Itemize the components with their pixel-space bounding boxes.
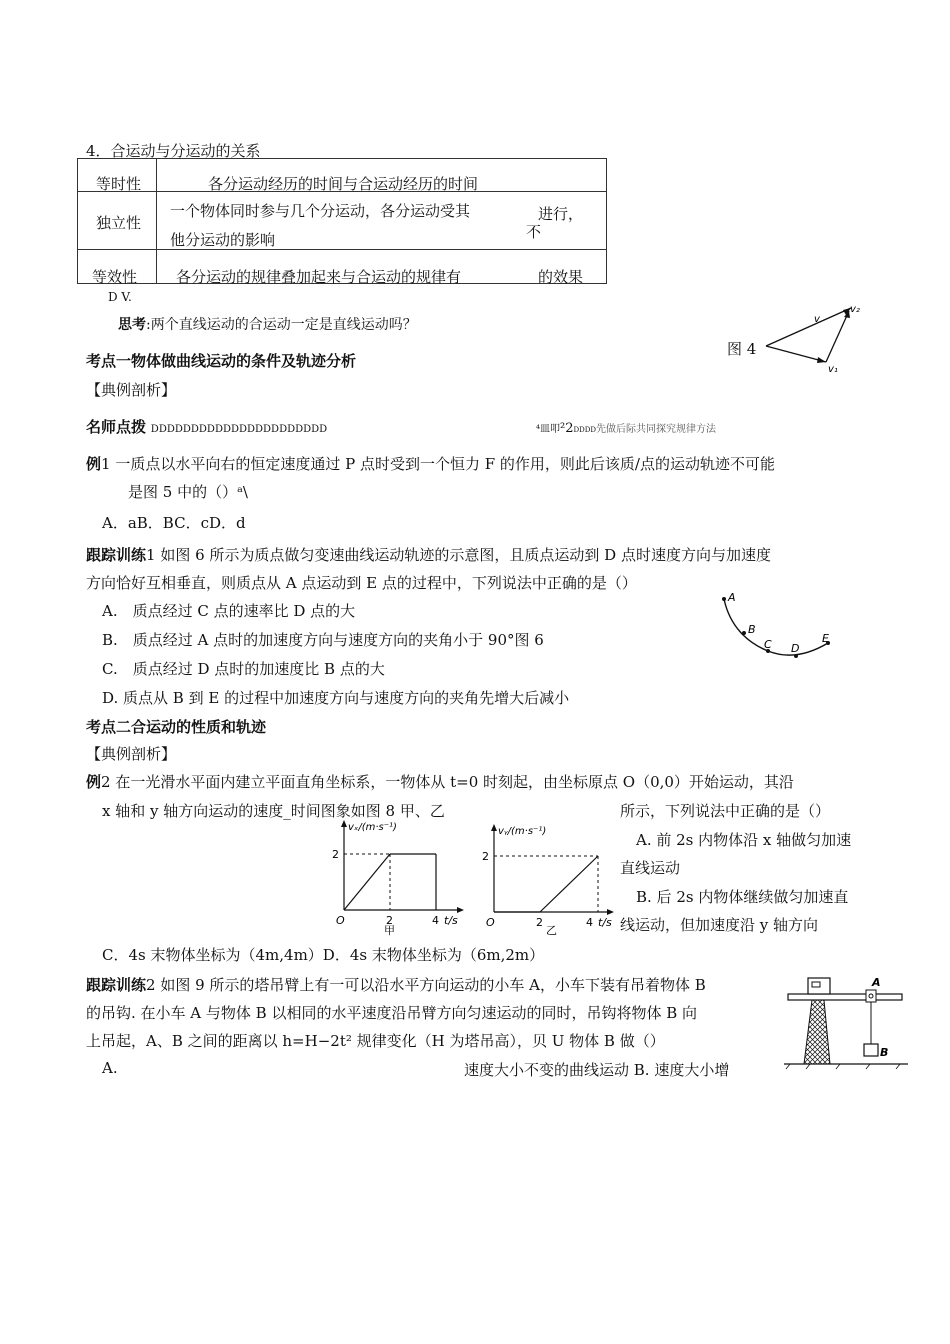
training-2-line3: 上吊起，A、B 之间的距离以 h=H−2t² 规律变化（H 为塔吊高），贝 U 物体 B 做（） <box>86 1032 665 1050</box>
row-content: 各分运动的规律叠加起来与合运动的规律有 <box>176 268 462 286</box>
example-2-line2b: 所示，下列说法中正确的是（） <box>620 802 831 820</box>
example-2-options-cd: C．4s 末物体坐标为（4m,4m）D．4s 末物体坐标为（6m,2m） <box>102 946 545 964</box>
graph-caption: 乙 <box>546 924 557 937</box>
think-line <box>118 314 417 334</box>
origin-label: O <box>336 914 345 927</box>
tip-garbled: DDDDDDDDDDDDDDDDDDDDDD <box>150 424 328 435</box>
training-1-option-c: C. 质点经过 D 点时的加速度比 B 点的大 <box>102 660 385 678</box>
figure-6-trajectory <box>710 585 840 670</box>
relation-table <box>77 158 607 284</box>
row-content: 他分运动的影响 <box>170 231 276 249</box>
v-label: v <box>814 314 820 325</box>
example-1-line2: 是图 5 中的（）ᵃ\ <box>128 483 248 501</box>
example-2-option-a: A. 前 2s 内物体沿 x 轴做匀加速 <box>636 831 852 849</box>
example-2-line2: x 轴和 y 轴方向运动的速度_时间图象如图 8 甲、乙 <box>102 802 445 820</box>
example-2-option-b: B. 后 2s 内物体继续做匀加速直 <box>636 888 849 906</box>
example-1-line1: 例1 一质点以水平向右的恒定速度通过 P 点时受到一个恒力 F 的作用，则此后该质/点的运动轨迹不可能 <box>86 455 775 473</box>
case-label: 【典例剖析】 <box>86 745 177 763</box>
x-tick-4: 4 <box>586 916 593 929</box>
row-extra: 的效果 <box>538 268 584 286</box>
x-axis-label: t/s <box>444 914 458 927</box>
point-b-label: B <box>748 623 756 636</box>
training-2-line2: 的吊钩. 在小车 A 与物体 B 以相同的水平速度沿吊臂方向匀速运动的同时，吊钩将物体 B 向 <box>86 1004 698 1022</box>
vx-axis-label: vₓ/(m·s⁻¹) <box>348 822 397 833</box>
figure-4-caption: 图 4 <box>727 340 757 358</box>
origin-label: O <box>486 916 495 929</box>
x-tick-2: 2 <box>536 916 543 929</box>
object-b-label: B <box>880 1046 889 1059</box>
training-2-line1: 跟踪训练2 如图 9 所示的塔吊臂上有一可以沿水平方向运动的小车 A，小车下装有吊着物体 B <box>86 976 706 994</box>
figure-9-crane <box>780 972 910 1072</box>
example-2-option-b-cont: 线运动，但加速度沿 y 轴方向 <box>620 916 819 934</box>
y-tick-2: 2 <box>482 850 489 863</box>
example-2-line1: 例2 在一光滑水平面内建立平面直角坐标系，一物体从 t=0 时刻起，由坐标原点 O（0,0）开始运动，其沿 <box>86 773 794 791</box>
row-content: 一个物体同时参与几个分运动，各分运动受其 <box>170 202 471 220</box>
think-label: 思考 <box>118 317 146 333</box>
training-1-option-b: B. 质点经过 A 点时的加速度方向与速度方向的夹角小于 90°图 6 <box>102 631 544 649</box>
row-label: 等时性 <box>96 175 142 193</box>
training-label: 跟踪训练 <box>86 546 147 564</box>
example-1-options: A．aB．BC．cD．d <box>102 514 246 532</box>
training-1-line1: 跟踪训练1 如图 6 所示为质点做匀变速曲线运动轨迹的示意图，且质点运动到 D 点时速度方向与加速度 <box>86 546 771 564</box>
row-extra: 进行， <box>538 205 584 223</box>
example-2-option-a-cont: 直线运动 <box>620 859 681 877</box>
row-extra: 不 <box>526 223 542 241</box>
x-tick-4: 4 <box>432 914 439 927</box>
training-1-option-a: A. 质点经过 C 点的速率比 D 点的大 <box>102 602 356 620</box>
row-label: 独立性 <box>96 214 142 232</box>
figure-8-vx-graph <box>330 818 470 936</box>
example-label: 例 <box>86 773 102 791</box>
topic-1-title: 考点一物体做曲线运动的条件及轨迹分析 <box>86 352 357 370</box>
point-c-label: C <box>764 638 772 651</box>
training-label: 跟踪训练 <box>86 976 147 994</box>
y-tick-2: 2 <box>332 848 339 861</box>
training-2-option-a-tail: 速度大小不变的曲线运动 B. 速度大小增 <box>464 1061 730 1079</box>
training-1-option-d: D. 质点从 B 到 E 的过程中加速度方向与速度方向的夹角先增大后减小 <box>102 689 570 707</box>
training-2-option-a: A. <box>102 1059 118 1077</box>
row-label: 等效性 <box>92 268 138 286</box>
case-label: 【典例剖析】 <box>86 381 177 399</box>
tip-line <box>86 416 327 437</box>
tip-label: 名师点拨 <box>86 418 147 436</box>
x-tick-2: 2 <box>386 914 393 927</box>
vy-axis-label: vᵧ/(m·s⁻¹) <box>498 826 547 837</box>
v1-label: v₁ <box>828 364 838 375</box>
point-e-label: E <box>822 632 829 645</box>
section-heading: 4．合运动与分运动的关系 <box>86 142 261 160</box>
point-d-label: D <box>791 642 800 655</box>
example-label: 例 <box>86 455 102 473</box>
car-a-label: A <box>872 976 881 989</box>
think-text: :两个直线运动的合运动一定是直线运动吗？ <box>146 317 417 333</box>
graph-caption: 甲 <box>384 924 395 936</box>
point-a-label: A <box>728 591 736 604</box>
row-content: 各分运动经历的时间与合运动经历的时间 <box>208 175 479 193</box>
x-axis-label: t/s <box>598 916 612 929</box>
v2-label: v₂ <box>850 304 860 315</box>
garbled-right: ⁴皿叩²2DDDD先做后际共同探究规律方法 <box>536 421 716 436</box>
figure-8-vy-graph <box>480 822 620 938</box>
topic-2-title: 考点二合运动的性质和轨迹 <box>86 718 267 736</box>
after-table-note: D V. <box>108 290 132 304</box>
training-1-line2: 方向恰好互相垂直，则质点从 A 点运动到 E 点的过程中，下列说法中正确的是（） <box>86 574 637 592</box>
